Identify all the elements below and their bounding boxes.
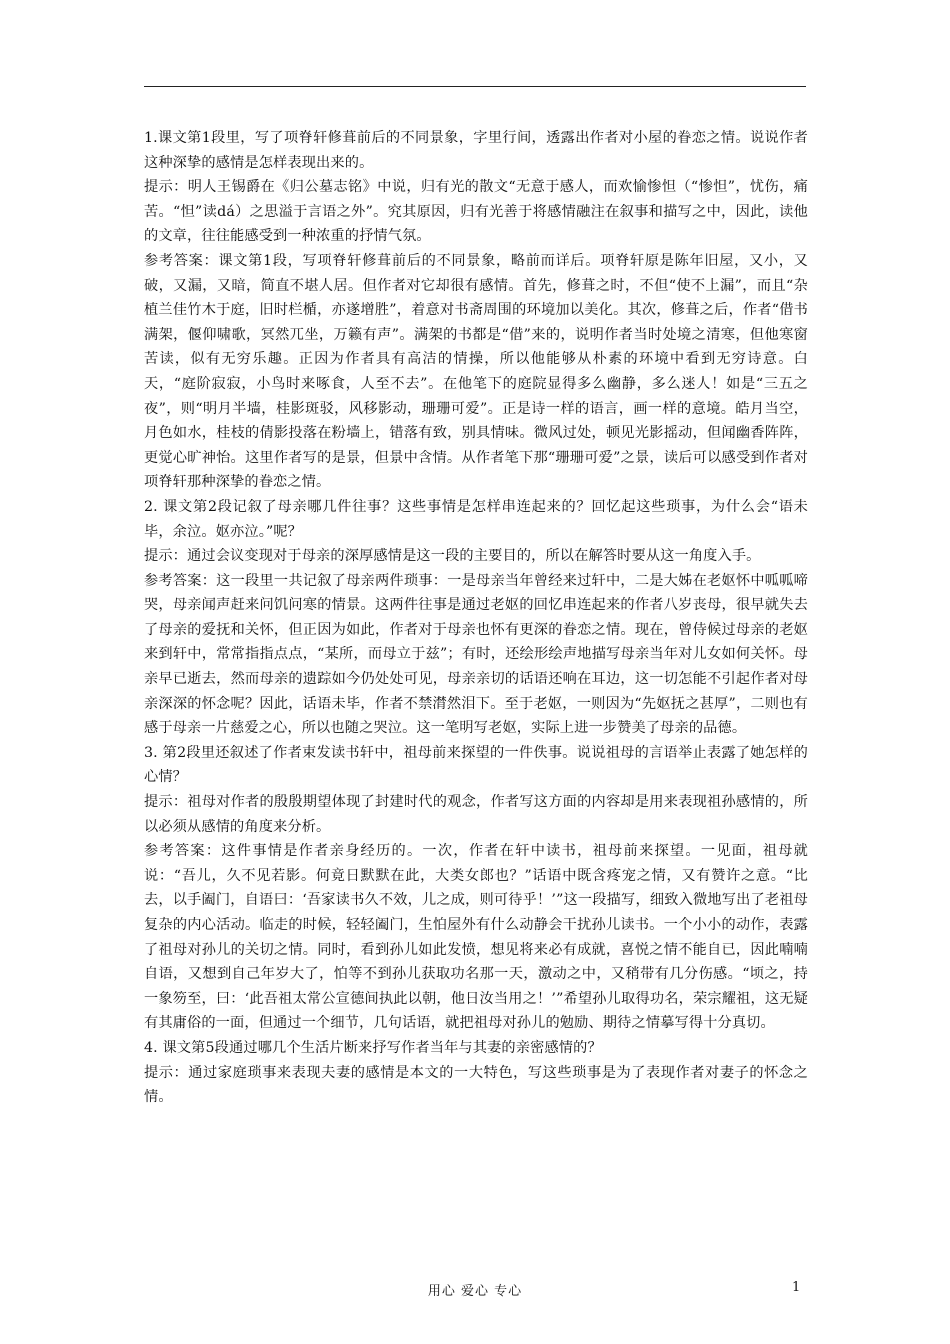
footer-motto: 用心 爱心 专心 (427, 1284, 523, 1299)
question-3-text: 3. 第2段里还叙述了作者束发读书轩中，祖母前来探望的一件佚事。说说祖母的言语举止表露了她怎样的心情？ (144, 744, 808, 786)
question-4-hint: 提示：通过家庭琐事来表现夫妻的感情是本文的一大特色，写这些琐事是为了表现作者对妻子的怀念之情。 (144, 1064, 808, 1106)
question-3-hint: 提示：祖母对作者的殷殷期望体现了封建时代的观念，作者写这方面的内容却是用来表现祖孙感情的，所以必须从感情的角度来分析。 (144, 794, 808, 835)
document-body (144, 126, 808, 1110)
question-1-hint: 提示：明人王锡爵在《归公墓志铭》中说，归有光的散文“无意于感人，而欢愉惨怛（“惨怛”，忧伤，痛苦。“怛”读dá）之思溢于言语之外”。究其原因，归有光善于将感情融注在叙事和描写之中，因此，读他的文章，往往能感受到一种浓重的抒情气氛。 (144, 179, 808, 245)
page-number: 1 (792, 1280, 801, 1295)
question-2-answer: 参考答案：这一段里一共记叙了母亲两件琐事：一是母亲当年曾经来过轩中，二是大姊在老妪怀中呱呱啼哭，母亲闻声赶来问饥问寒的情景。这两件往事是通过老妪的回忆串连起来的作者八岁丧母，很早就失去了母亲的爱抚和关怀，但正因为如此，作者对于母亲也怀有更深的眷恋之情。现在，曾侍候过母亲的老妪来到轩中，常常指指点点，“某所，而母立于兹”；有时，还绘形绘声地描写母亲当年对儿女如何关怀。母亲早已逝去，然而母亲的遗踪如今仍处处可见，母亲亲切的话语还响在耳边，这一切怎能不引起作者对母亲深深的怀念呢？因此，话语未毕，作者不禁潸然泪下。至于老妪，一则因为“先妪抚之甚厚”，二则也有感于母亲一片慈爱之心，所以也随之哭泣。这一笔明写老妪，实际上进一步赞美了母亲的品德。 (144, 572, 808, 737)
question-2-text: 2. 课文第2段记叙了母亲哪几件往事？这些事情是怎样串连起来的？回忆起这些琐事，为什么会“语未毕，余泣。妪亦泣。”呢？ (144, 498, 808, 540)
question-2-hint: 提示：通过会议变现对于母亲的深厚感情是这一段的主要目的，所以在解答时要从这一角度入手。 (144, 548, 761, 565)
question-4-text: 4. 课文第5段通过哪几个生活片断来抒写作者当年与其妻的亲密感情的？ (144, 1039, 602, 1056)
question-1-text: 1.课文第1段里，写了项脊轩修葺前后的不同景象，字里行间，透露出作者对小屋的眷恋之情。说说作者这种深挚的感情是怎样表现出来的。 (144, 130, 808, 171)
question-3-answer: 参考答案：这件事情是作者亲身经历的。一次，作者在轩中读书，祖母前来探望。一见面，祖母就说：“吾儿，久不见若影。何竟日默默在此，大类女郎也？”话语中既含疼宠之情，又有赞许之意。“比去，以手阖门，自语曰：‘吾家读书久不效，儿之成，则可待乎！’”这一段描写，细致入微地写出了老祖母复杂的内心活动。临走的时候，轻轻阖门，生怕屋外有什么动静会干扰孙儿读书。一个小小的动作，表露了祖母对孙儿的关切之情。同时，看到孙儿如此发愤，想见将来必有成就，喜悦之情不能自已，因此喃喃自语，又想到自己年岁大了，怕等不到孙儿获取功名那一天，激动之中，又稍带有几分伤感。“顷之，持一象笏至，曰：‘此吾祖太常公宣德间执此以朝，他日汝当用之！’”希望孙儿取得功名，荣宗耀祖，这无疑有其庸俗的一面，但通过一个细节，几句话语，就把祖母对孙儿的勉励、期待之情摹写得十分真切。 (144, 843, 808, 1032)
question-1-answer: 参考答案：课文第1段，写项脊轩修葺前后的不同景象，略前而详后。项脊轩原是陈年旧屋，又小，又破，又漏，又暗，简直不堪人居。但作者对它却很有感情。首先，修葺之时，不但“使不上漏”，而且“杂植兰佳竹木于庭，旧时栏楯，亦遂增胜”，着意对书斋周围的环境加以美化。其次，修葺之后，作者“借书满架，偃仰啸歌，冥然兀坐，万籁有声”。满架的书都是“借”来的，说明作者当时处境之清寒，但他寒窗苦读，似有无穷乐趣。正因为作者具有高洁的情操，所以他能够从朴素的环境中看到无穷诗意。白天，“庭阶寂寂，小鸟时来啄食，人至不去”。在他笔下的庭院显得多么幽静，多么迷人！如是“三五之夜”，则“明月半墙，桂影斑驳，风移影动，珊珊可爱”。正是诗一样的语言，画一样的意境。皓月当空，月色如水，桂枝的倩影投落在粉墙上，错落有致，别具情味。微风过处，顿见光影摇动，但闻幽香阵阵，更觉心旷神怡。这里作者写的是景，但景中含情。从作者笔下那“珊珊可爱”之景，读后可以感受到作者对项脊轩那种深挚的眷恋之情。 (144, 252, 808, 491)
header-rule (144, 86, 806, 87)
